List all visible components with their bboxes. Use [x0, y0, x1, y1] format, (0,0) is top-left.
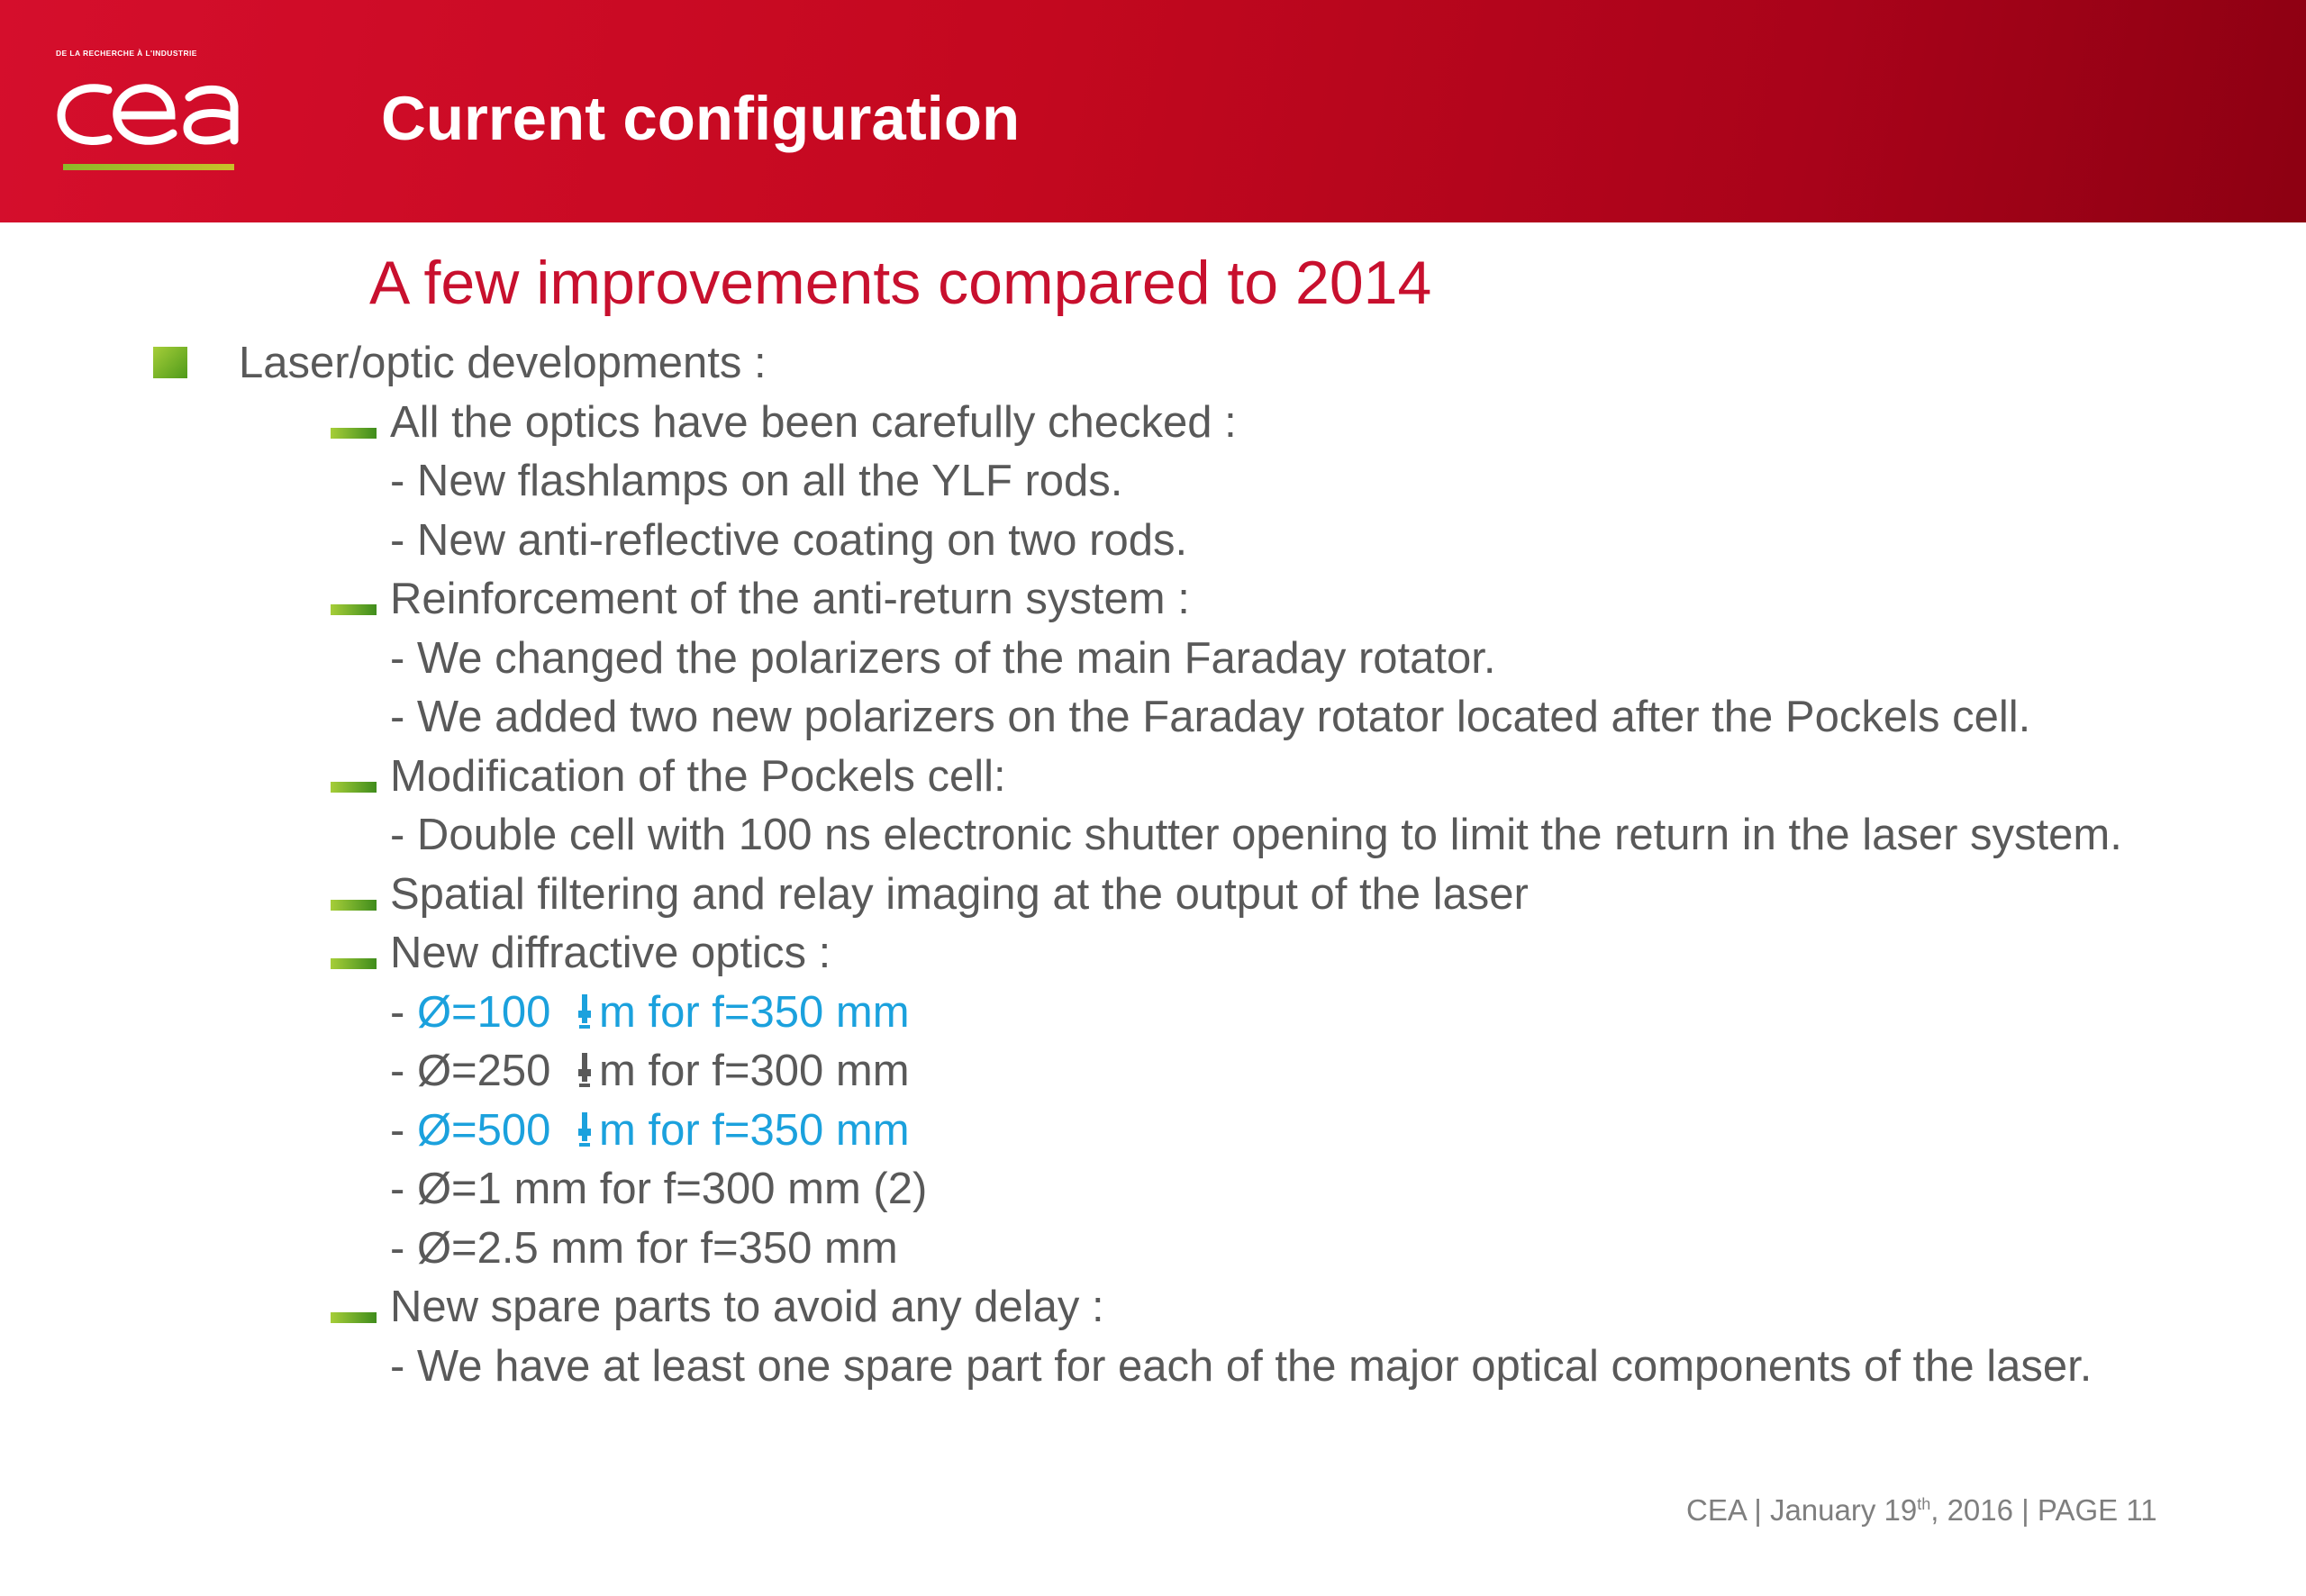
slide-footer — [1686, 1493, 2157, 1528]
list-item-heading: Reinforcement of the anti-return system : — [390, 575, 1190, 623]
optic-spec — [390, 1046, 910, 1096]
footer-date: CEA | January 19 — [1686, 1493, 1918, 1527]
optic-focal: m for f=300 mm — [599, 1047, 910, 1095]
header-banner — [0, 0, 2306, 222]
slide-title: Current configuration — [381, 84, 1021, 153]
optic-spec — [390, 1223, 898, 1274]
optic-spec — [390, 1105, 910, 1156]
dash-bullet-icon — [331, 782, 377, 793]
micro-symbol-icon — [574, 1111, 595, 1148]
list-item-heading: New diffractive optics : — [390, 929, 831, 977]
optic-spec — [390, 1164, 927, 1214]
optic-focal: m for f=350 mm — [599, 988, 910, 1037]
cea-logo-mark — [56, 70, 245, 160]
list-item-heading: All the optics have been carefully checked : — [390, 398, 1237, 447]
micro-symbol-icon — [574, 993, 595, 1030]
list-item-heading: Spatial filtering and relay imaging at the output of the laser — [390, 870, 1529, 919]
micro-symbol-icon — [574, 1051, 595, 1089]
optic-spec — [390, 987, 910, 1038]
cea-logo — [56, 47, 245, 182]
footer-ordinal: th — [1917, 1495, 1931, 1513]
optic-text: Ø=2.5 mm for f=350 mm — [416, 1224, 898, 1273]
optic-dash: - — [390, 988, 417, 1037]
list-item-detail: - We have at least one spare part for each of the major optical components of the laser. — [390, 1342, 2093, 1391]
dash-bullet-icon — [331, 428, 377, 439]
optic-dash: - — [390, 1224, 417, 1273]
list-item-detail: - We changed the polarizers of the main Faraday rotator. — [390, 634, 1496, 683]
section-heading: Laser/optic developments : — [239, 339, 767, 387]
dash-bullet-icon — [331, 900, 377, 911]
list-item-detail: - Double cell with 100 ns electronic shutter opening to limit the return in the laser system. — [390, 811, 2122, 859]
optic-focal: m for f=350 mm — [599, 1106, 910, 1155]
optic-dash: - — [390, 1165, 417, 1213]
dash-bullet-icon — [331, 604, 377, 615]
dash-bullet-icon — [331, 1312, 377, 1323]
optic-diameter: Ø=250 — [416, 1047, 564, 1095]
logo-tagline: DE LA RECHERCHE À L'INDUSTRIE — [56, 49, 197, 58]
list-item-heading: Modification of the Pockels cell: — [390, 752, 1006, 801]
slide-subtitle: A few improvements compared to 2014 — [369, 249, 1432, 317]
optic-dash: - — [390, 1047, 417, 1095]
list-item-detail: - New anti-reflective coating on two rods. — [390, 516, 1188, 565]
optic-text: Ø=1 mm for f=300 mm (2) — [416, 1165, 928, 1213]
list-item-detail: - New flashlamps on all the YLF rods. — [390, 457, 1123, 505]
logo-underline — [63, 164, 234, 170]
footer-page: , 2016 | PAGE 11 — [1930, 1493, 2157, 1527]
optic-diameter: Ø=500 — [416, 1106, 564, 1155]
list-item-detail: - We added two new polarizers on the Faraday rotator located after the Pockels cell. — [390, 693, 2031, 741]
dash-bullet-icon — [331, 958, 377, 969]
square-bullet-icon — [153, 347, 187, 378]
optic-diameter: Ø=100 — [416, 988, 564, 1037]
list-item-heading: New spare parts to avoid any delay : — [390, 1283, 1104, 1331]
optic-dash: - — [390, 1106, 417, 1155]
